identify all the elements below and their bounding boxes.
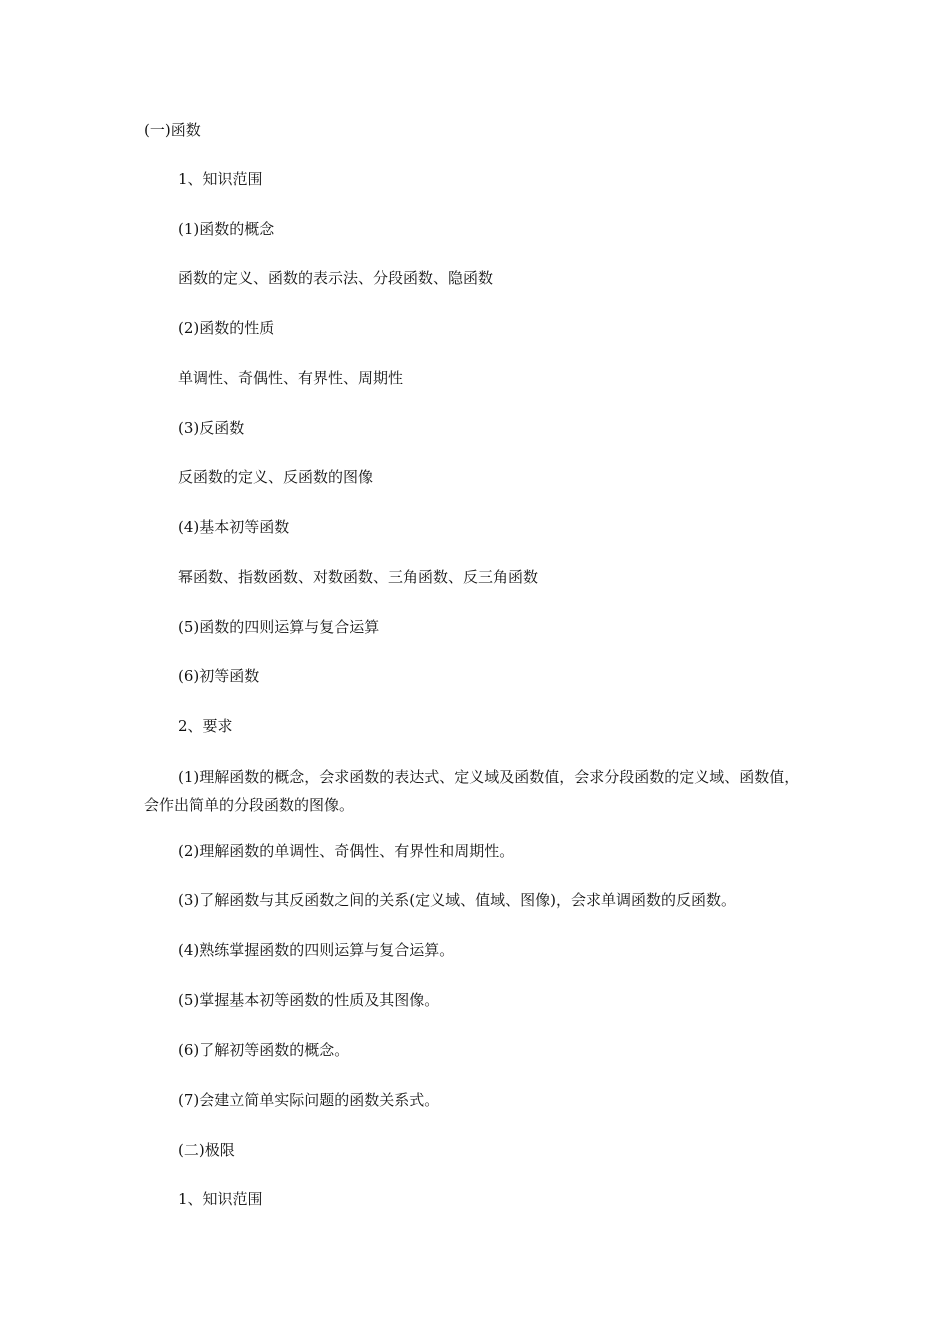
requirement-5: (5)掌握基本初等函数的性质及其图像。 — [178, 991, 440, 1009]
item-heading-elementary: (4)基本初等函数 — [178, 518, 290, 536]
item-text-inverse: 反函数的定义、反函数的图像 — [178, 468, 374, 486]
item-heading-inverse: (3)反函数 — [178, 419, 245, 437]
item-heading-operations: (5)函数的四则运算与复合运算 — [178, 618, 380, 636]
item-heading-elementary-functions: (6)初等函数 — [178, 667, 260, 685]
item-text-properties: 单调性、奇偶性、有界性、周期性 — [178, 369, 404, 387]
requirement-2: (2)理解函数的单调性、奇偶性、有界性和周期性。 — [178, 842, 515, 860]
item-text-concept: 函数的定义、函数的表示法、分段函数、隐函数 — [178, 269, 494, 287]
requirement-4: (4)熟练掌握函数的四则运算与复合运算。 — [178, 941, 455, 959]
subheading-knowledge-scope: 1、知识范围 — [178, 170, 263, 188]
subheading-knowledge-scope-2: 1、知识范围 — [178, 1190, 263, 1208]
subheading-requirements: 2、要求 — [178, 717, 233, 735]
section-heading-limits: (二)极限 — [178, 1141, 235, 1159]
item-heading-properties: (2)函数的性质 — [178, 319, 275, 337]
requirement-7: (7)会建立简单实际问题的函数关系式。 — [178, 1091, 440, 1109]
item-heading-concept: (1)函数的概念 — [178, 220, 275, 238]
requirement-3: (3)了解函数与其反函数之间的关系(定义域、值域、图像)，会求单调函数的反函数。 — [178, 891, 736, 909]
item-text-elementary: 幂函数、指数函数、对数函数、三角函数、反三角函数 — [178, 568, 539, 586]
requirement-1: (1)理解函数的概念，会求函数的表达式、定义域及函数值，会求分段函数的定义域、函数值，会作出简单的分段函数的图像。 — [144, 768, 800, 814]
requirement-6: (6)了解初等函数的概念。 — [178, 1041, 350, 1059]
section-heading-functions: (一)函数 — [144, 121, 201, 139]
